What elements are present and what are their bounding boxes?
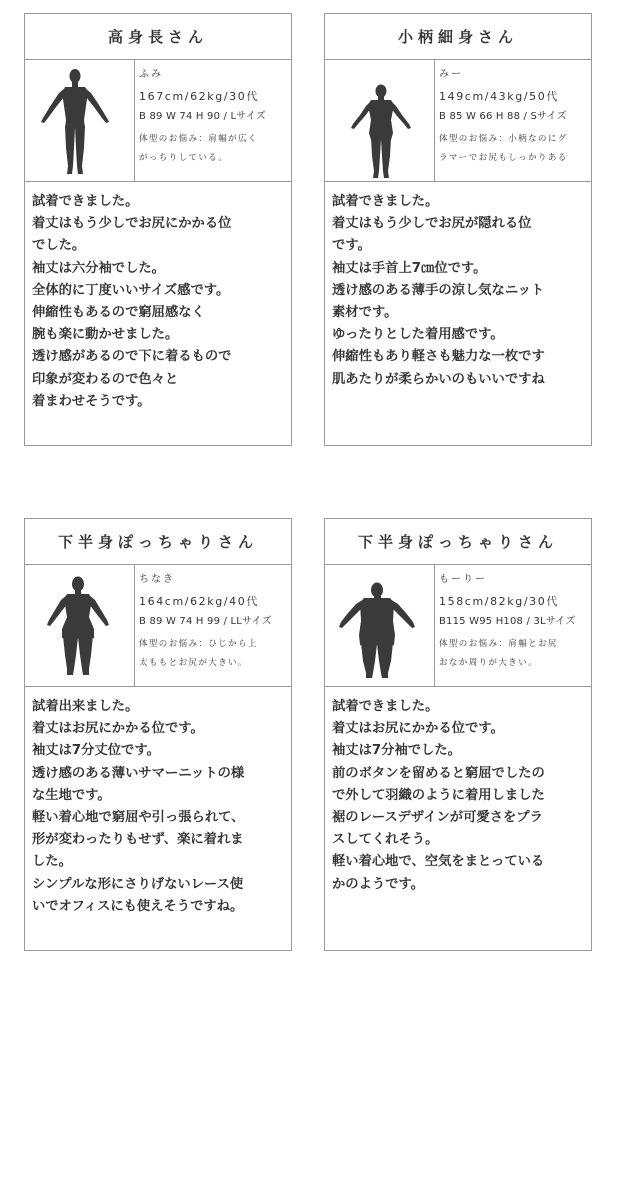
profile-info (139, 68, 291, 168)
review-line: 試着できました。 (332, 699, 439, 714)
review-text (32, 191, 290, 413)
review-line: でした。 (32, 238, 86, 254)
body-concern-line: がっちりしている。 (139, 153, 229, 163)
profile-section (325, 564, 591, 687)
review-line: 形が変わったりもせず、楽に着れま (32, 832, 244, 848)
review-line: 着まわせそうです。 (32, 393, 151, 409)
model-card (324, 13, 592, 446)
body-measurements: B115 W95 H108 / 3Lサイズ (439, 616, 576, 627)
review-line: した。 (32, 854, 72, 870)
review-line: 裾のレースデザインが可愛さをプラ (332, 810, 543, 826)
card-title: 下半身ぽっちゃりさん (57, 533, 258, 551)
body-concern-line: ラマーでお尻もしっかりある (439, 153, 568, 163)
review-line: 透け感のある薄いサマーニットの様 (32, 765, 245, 781)
model-name: ふみ (139, 69, 163, 80)
review-line: 全体的に丁度いいサイズ感です。 (32, 282, 230, 298)
review-line: 袖丈は7分袖でした。 (332, 743, 461, 759)
review-line: 着丈はお尻にかかる位です。 (332, 721, 504, 737)
body-silhouette-icon (325, 565, 435, 686)
review-line: 試着出来ました。 (32, 699, 139, 714)
figure-cell (325, 565, 435, 686)
review-line: 伸縮性もあるので窮屈感なく (32, 305, 205, 321)
body-concern (439, 130, 591, 168)
figure-cell (25, 60, 135, 181)
model-card (24, 518, 292, 951)
body-silhouette-icon (25, 565, 135, 686)
profile-section (25, 59, 291, 182)
body-concern-line: おなか周りが大きい。 (439, 658, 539, 668)
profile-info (439, 68, 591, 168)
review-line: 伸縮性もあり軽さも魅力な一枚です (332, 349, 545, 365)
body-silhouette-icon (25, 60, 135, 181)
review-line: 素材です。 (332, 305, 398, 321)
review-line: 袖丈は手首上7㎝位です。 (332, 260, 487, 276)
review-line: 袖丈は7分丈位です。 (32, 743, 160, 759)
height-weight-age: 149cm/43kg/50代 (439, 90, 559, 103)
review-text (332, 696, 590, 896)
model-card (324, 518, 592, 951)
review-text (332, 191, 590, 391)
model-name: ちなき (139, 574, 175, 585)
review-line: です。 (332, 238, 371, 254)
body-concern (139, 635, 291, 673)
body-measurements: B 89 W 74 H 99 / LLサイズ (139, 616, 272, 627)
model-name: もーりー (439, 574, 487, 585)
review-text (32, 696, 290, 918)
height-weight-age: 164cm/62kg/40代 (139, 595, 259, 608)
review-line: 軽い着心地で、空気をまとっている (332, 854, 545, 870)
review-line: 着丈はもう少しでお尻が隠れる位 (332, 216, 532, 232)
figure-cell (25, 565, 135, 686)
card-title: 小柄細身さん (397, 28, 518, 46)
figure-cell (325, 60, 435, 181)
card-title: 高身長さん (107, 28, 208, 46)
review-line: で外して羽織のように着用しました (332, 787, 545, 803)
review-line: シンプルな形にさりげないレース使 (32, 876, 244, 892)
review-line: 透け感があるので下に着るもので (32, 349, 232, 365)
body-concern-line: 体型のお悩み：肩幅が広く (139, 134, 258, 144)
review-line: 着丈はお尻にかかる位です。 (32, 721, 204, 737)
review-line: 印象が変わるので色々と (32, 371, 179, 387)
body-concern (139, 130, 291, 168)
model-name: みー (439, 69, 463, 80)
body-concern (439, 635, 591, 673)
review-line: 試着できました。 (332, 194, 439, 209)
body-measurements: B 89 W 74 H 90 / Lサイズ (139, 111, 267, 122)
profile-info (439, 573, 591, 673)
review-line: な生地です。 (32, 787, 111, 803)
review-line: スしてくれそう。 (332, 832, 439, 848)
body-concern-line: 体型のお悩み：肩幅とお尻 (439, 639, 558, 649)
profile-info (139, 573, 291, 673)
body-concern-line: 体型のお悩み：小柄なのにグ (439, 134, 568, 144)
body-concern-line: 太ももとお尻が大きい。 (139, 658, 248, 668)
review-line: ゆったりとした着用感です。 (332, 327, 504, 343)
review-line: 前のボタンを留めると窮屈でしたの (332, 765, 545, 781)
review-line: 透け感のある薄手の涼し気なニット (332, 282, 545, 298)
card-title: 下半身ぽっちゃりさん (357, 533, 558, 551)
profile-section (25, 564, 291, 687)
review-line: 軽い着心地で窮屈や引っ張られて、 (32, 810, 245, 826)
body-concern-line: 体型のお悩み：ひじから上 (139, 639, 258, 649)
height-weight-age: 158cm/82kg/30代 (439, 595, 559, 608)
review-line: かのようです。 (332, 876, 425, 892)
model-card (24, 13, 292, 446)
review-line: 袖丈は六分袖でした。 (32, 260, 165, 276)
review-line: 着丈はもう少しでお尻にかかる位 (32, 216, 232, 232)
review-line: 試着できました。 (32, 194, 139, 209)
body-silhouette-icon (325, 60, 435, 181)
height-weight-age: 167cm/62kg/30代 (139, 90, 259, 103)
review-line: いでオフィスにも使えそうですね。 (32, 898, 244, 914)
review-line: 肌あたりが柔らかいのもいいですね (332, 371, 545, 387)
body-measurements: B 85 W 66 H 88 / Sサイズ (439, 111, 567, 122)
profile-section (325, 59, 591, 182)
review-line: 腕も楽に動かせました。 (32, 327, 179, 343)
